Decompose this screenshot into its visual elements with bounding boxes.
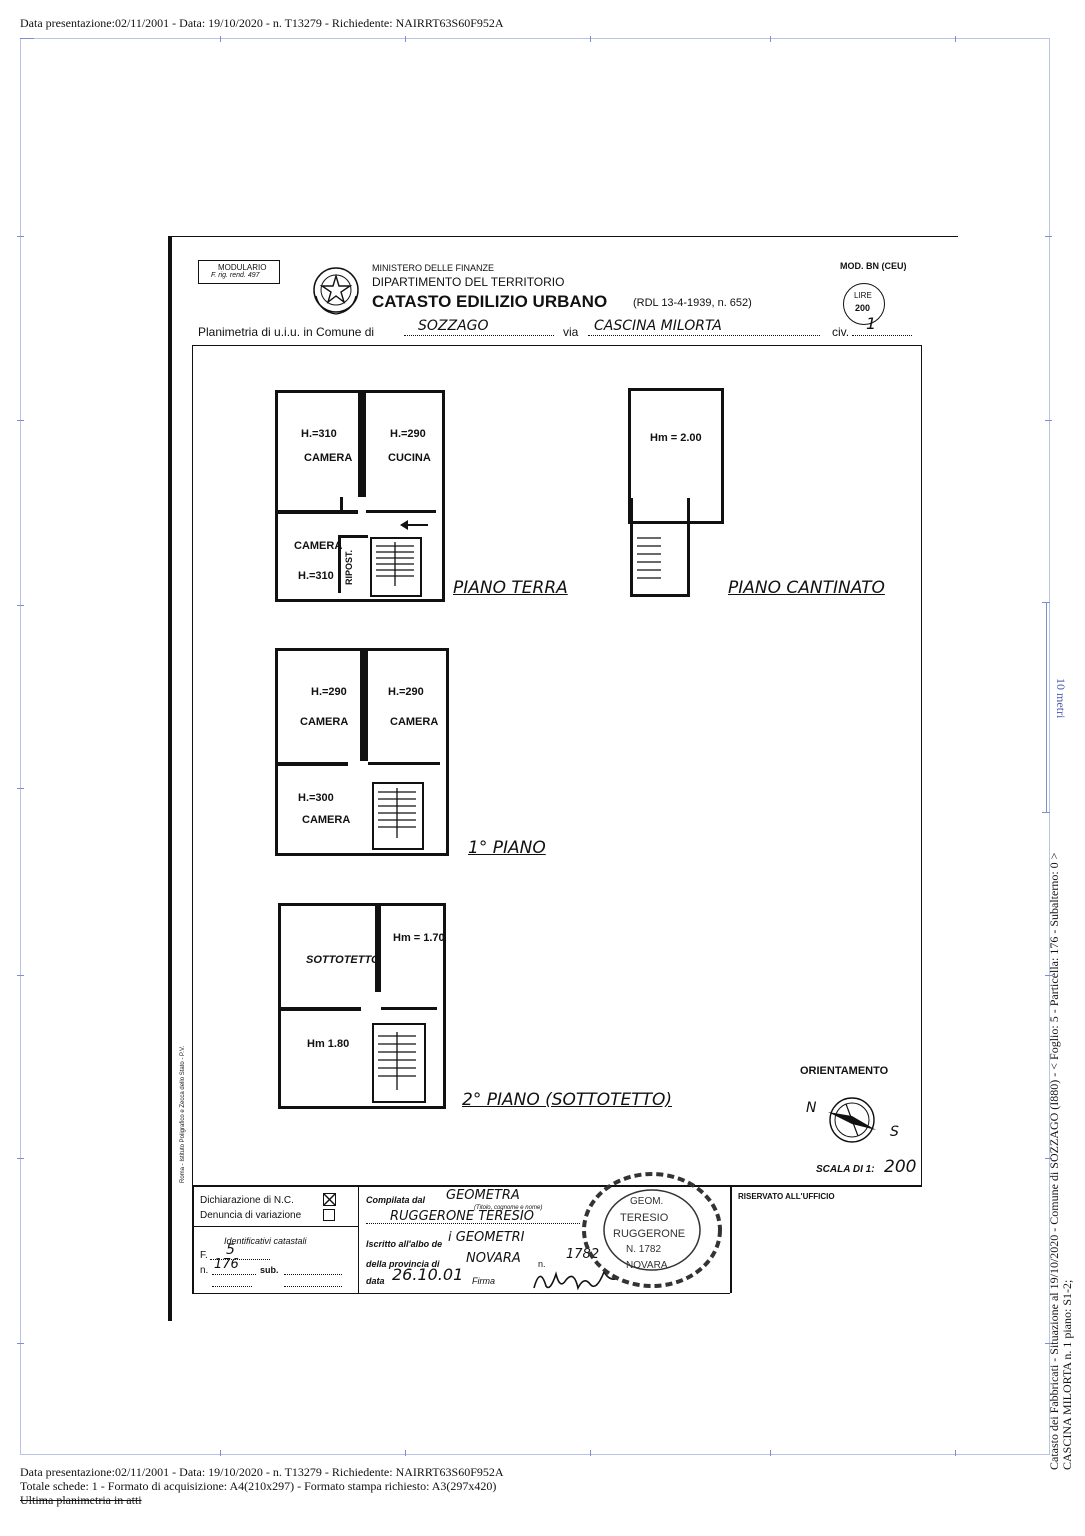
seal-text: RUGGERONE <box>613 1228 686 1240</box>
denuncia-label: Denuncia di variazione <box>200 1210 302 1221</box>
room-name: CAMERA <box>304 452 353 464</box>
sub-dots <box>284 1274 342 1275</box>
right-caption <box>1047 852 1085 1480</box>
room-height: H.=310 <box>301 428 337 440</box>
right-caption-line2: CASCINA MILORTA n. 1 piano: S1-2; <box>1060 1279 1074 1470</box>
civ-label: civ. <box>832 325 850 339</box>
ministry-title: MINISTERO DELLE FINANZE <box>372 263 495 273</box>
room-height: H.=290 <box>311 686 347 698</box>
foglio-value: 5 <box>226 1242 235 1258</box>
seal-text: GEOM. <box>630 1196 664 1207</box>
compass-icon <box>818 1090 888 1154</box>
room-name: CUCINA <box>388 452 431 464</box>
rdl-reference: (RDL 13-4-1939, n. 652) <box>633 297 752 309</box>
header-line: Data presentazione:02/11/2001 - Data: 19/10/2020 - n. T13279 - Richiedente: NAIRRT63S60F952A <box>20 16 504 30</box>
firma-label: Firma <box>472 1276 495 1286</box>
room-name: CAMERA <box>390 716 439 728</box>
plan-label: 2° PIANO (SOTTOTETTO) <box>462 1090 672 1110</box>
room-height: Hm = 2.00 <box>650 432 702 444</box>
room-height: H.=290 <box>388 686 424 698</box>
albo-number-label: n. <box>538 1259 546 1269</box>
titolo-note: (Titolo, cognome e nome) <box>474 1205 543 1211</box>
modulario-label: MODULARIO <box>218 263 267 272</box>
via-value: CASCINA MILORTA <box>594 318 722 334</box>
civ-value: 1 <box>866 314 877 333</box>
riservato-label: RISERVATO ALL'UFFICIO <box>738 1192 835 1201</box>
mod-code: MOD. BN (CEU) <box>840 261 907 271</box>
extra-dots <box>284 1286 342 1287</box>
stairs-icon <box>635 530 663 590</box>
seal-text: N. 1782 <box>626 1244 662 1255</box>
stairs-icon <box>374 540 416 590</box>
compilata-value: GEOMETRA <box>446 1188 520 1203</box>
department-title: DIPARTIMENTO DEL TERRITORIO <box>372 275 565 289</box>
via-label: via <box>563 325 579 339</box>
room-name: SOTTOTETTO <box>306 954 380 966</box>
stairs-icon <box>376 786 418 844</box>
footer-line: Ultima planimetria in atti <box>20 1493 142 1507</box>
seal-text: NOVARA <box>626 1260 668 1271</box>
civ-dots <box>852 335 912 336</box>
footer-line: Totale schede: 1 - Formato di acquisizione: A4(210x297) - Formato stampa richiesto: A3(297x420) <box>20 1479 497 1493</box>
room-name: CAMERA <box>300 716 349 728</box>
plan-label: 1° PIANO <box>468 838 546 858</box>
comune-dots <box>404 335 554 336</box>
numero-value: 176 <box>214 1257 239 1272</box>
lire-label: LIRE <box>854 291 872 300</box>
iscritto-label: Iscritto all'albo de <box>366 1239 443 1249</box>
room-name: CAMERA <box>294 540 343 552</box>
doc-top-line <box>172 236 958 237</box>
foglio-label: F. <box>200 1250 208 1261</box>
room-height: Hm = 1.70 <box>393 932 445 944</box>
comune-value: SOZZAGO <box>418 318 489 334</box>
catasto-title: CATASTO EDILIZIO URBANO <box>372 292 608 311</box>
emblem-icon <box>310 262 362 318</box>
lire-stamp <box>843 283 885 325</box>
entry-arrow-icon <box>400 518 430 532</box>
via-dots <box>588 335 820 336</box>
stairs-icon <box>376 1030 418 1096</box>
doc-left-edge <box>168 236 172 1321</box>
scala-value: 200 <box>884 1157 917 1177</box>
nome-value: RUGGERONE TERESIO <box>390 1209 534 1224</box>
compass-s-label: S <box>890 1124 899 1140</box>
iscritto-value: i GEOMETRI <box>448 1230 525 1245</box>
planimetria-label: Planimetria di u.i.u. in Comune di <box>198 325 375 339</box>
room-name: CAMERA <box>302 814 351 826</box>
denuncia-checkbox <box>323 1209 335 1221</box>
numero-label: n. <box>200 1265 209 1276</box>
scale-bar-label: 10 metri <box>1054 678 1068 719</box>
dichiarazione-label: Dichiarazione di N.C. <box>200 1195 294 1206</box>
identificativi-label: Identificativi catastali <box>224 1236 307 1246</box>
nome-dots <box>366 1223 580 1224</box>
plan-label: PIANO TERRA <box>453 578 568 598</box>
data-label: data <box>366 1276 385 1286</box>
sub-label: sub. <box>260 1265 279 1275</box>
dichiarazione-checkbox <box>323 1193 336 1206</box>
orientamento-title: ORIENTAMENTO <box>800 1065 889 1077</box>
seal-text: TERESIO <box>620 1212 669 1224</box>
data-value: 26.10.01 <box>392 1265 464 1284</box>
albo-number-value: 1782 <box>566 1247 600 1262</box>
ripostiglio-label: RIPOST. <box>344 549 354 585</box>
numero-dots <box>212 1274 256 1275</box>
plan-label: PIANO CANTINATO <box>728 578 885 598</box>
scala-label: SCALA DI 1: <box>816 1164 875 1175</box>
compass-n-label: N <box>806 1100 817 1116</box>
right-caption-line1: Catasto dei Fabbricati - Situazione al 19/10/2020 - Comune di SOZZAGO (I880) - < Foglio: 5 - Particella: 176 - Subalterno: 0 > <box>1047 852 1061 1470</box>
room-height: Hm 1.80 <box>307 1038 350 1050</box>
footer-line: Data presentazione:02/11/2001 - Data: 19/10/2020 - n. T13279 - Richiedente: NAIRRT63S60F952A <box>20 1465 504 1479</box>
modulario-code: F. rig. rend. 497 <box>211 272 260 279</box>
room-height: H.=310 <box>298 570 334 582</box>
room-height: H.=290 <box>390 428 426 440</box>
room-height: H.=300 <box>298 792 334 804</box>
printer-note: Roma - Istituto Poligrafico e Zecca dello Stato - P.V. <box>180 1045 186 1183</box>
compilata-label: Compilata dal <box>366 1195 426 1205</box>
lire-value: 200 <box>855 303 871 313</box>
extra-dots <box>212 1286 252 1287</box>
provincia-label: della provincia di <box>366 1259 440 1269</box>
provincia-value: NOVARA <box>466 1251 521 1266</box>
